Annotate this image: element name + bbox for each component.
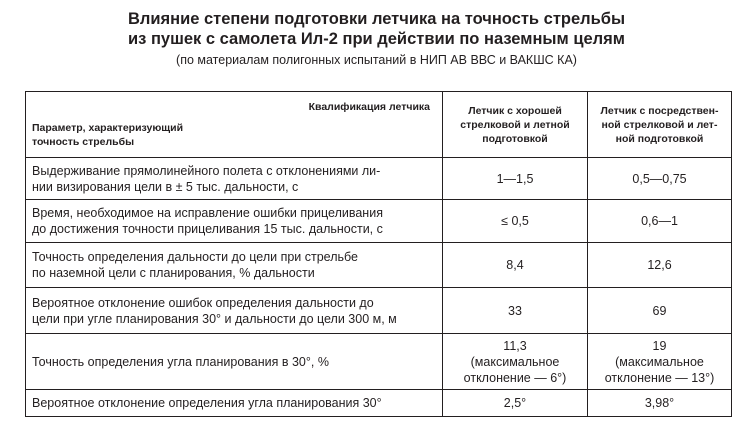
row-text-line-2: цели при угле планирования 30° и дальности до цели 300 м, м <box>32 311 397 326</box>
qualification-label: Квалификация летчика <box>308 101 430 113</box>
row-parameter: Точность определения угла планирования в 30°, % <box>26 334 443 390</box>
header-medium-line-1: Летчик с посредствен- <box>600 104 719 117</box>
table-row <box>26 200 732 243</box>
table-row <box>26 288 732 334</box>
header-good-line-3: подготовкой <box>482 132 548 145</box>
row-value-good: 33 <box>443 288 588 334</box>
header-good-pilot <box>443 92 588 158</box>
table-row <box>26 390 732 417</box>
value-note-line-2: отклонение — 13°) <box>604 370 715 385</box>
title-line-1: Влияние степени подготовки летчика на точность стрельбы <box>127 10 626 28</box>
parameter-label <box>32 121 183 149</box>
table-row <box>26 243 732 288</box>
row-text-line-2: по наземной цели с планирования, % дальности <box>32 266 315 280</box>
header-corner-cell <box>26 92 443 158</box>
row-parameter <box>26 288 443 334</box>
table-header-row <box>26 92 732 158</box>
data-table <box>25 91 732 417</box>
header-good-line-1: Летчик с хорошей <box>468 104 562 117</box>
subtitle: (по материалам полигонных испытаний в НИП АВ ВВС и ВАКШС КА) <box>176 53 577 67</box>
header-medium-line-2: ной стрелковой и лет- <box>601 118 718 131</box>
value-main: 11,3 <box>503 338 527 353</box>
header-medium-pilot <box>588 92 732 158</box>
row-parameter <box>26 158 443 200</box>
row-text-line-2: до достижения точности прицеливания 15 тыс. дальности, с <box>32 222 383 236</box>
row-parameter <box>26 243 443 288</box>
row-value-good: 2,5° <box>443 390 588 417</box>
row-text-line-1: Время, необходимое на исправление ошибки прицеливания <box>32 206 383 220</box>
value-note-line-2: отклонение — 6°) <box>463 370 567 385</box>
row-value-medium <box>588 334 732 390</box>
row-value-good: ≤ 0,5 <box>443 200 588 243</box>
row-parameter <box>26 200 443 243</box>
row-value-medium: 0,5—0,75 <box>588 158 732 200</box>
row-text-line-2: нии визирования цели в ± 5 тыс. дальности, с <box>32 179 299 194</box>
row-value-medium: 0,6—1 <box>588 200 732 243</box>
row-value-medium: 69 <box>588 288 732 334</box>
parameter-label-line-1: Параметр, характеризующий <box>32 122 184 134</box>
row-value-medium: 3,98° <box>588 390 732 417</box>
header-good-line-2: стрелковой и летной <box>460 118 570 131</box>
row-text-line-1: Выдерживание прямолинейного полета с отклонениями ли- <box>32 163 381 178</box>
row-text-line-1: Точность определения дальности до цели при стрельбе <box>32 250 358 264</box>
row-value-good <box>443 334 588 390</box>
table-row <box>26 158 732 200</box>
header-medium-line-3: ной подготовкой <box>615 132 704 145</box>
row-value-medium: 12,6 <box>588 243 732 288</box>
row-value-good: 1—1,5 <box>443 158 588 200</box>
title-line-2: из пушек с самолета Ил-2 при действии по наземным целям <box>128 30 625 48</box>
row-value-good: 8,4 <box>443 243 588 288</box>
value-main: 19 <box>652 338 667 353</box>
parameter-label-line-2: точность стрельбы <box>32 136 135 148</box>
table-row <box>26 334 732 390</box>
value-note-line-1: (максимальное <box>470 354 560 369</box>
row-text-line-1: Вероятное отклонение ошибок определения дальности до <box>32 295 374 310</box>
row-parameter: Вероятное отклонение определения угла планирования 30° <box>26 390 443 417</box>
value-note-line-1: (максимальное <box>615 354 704 369</box>
